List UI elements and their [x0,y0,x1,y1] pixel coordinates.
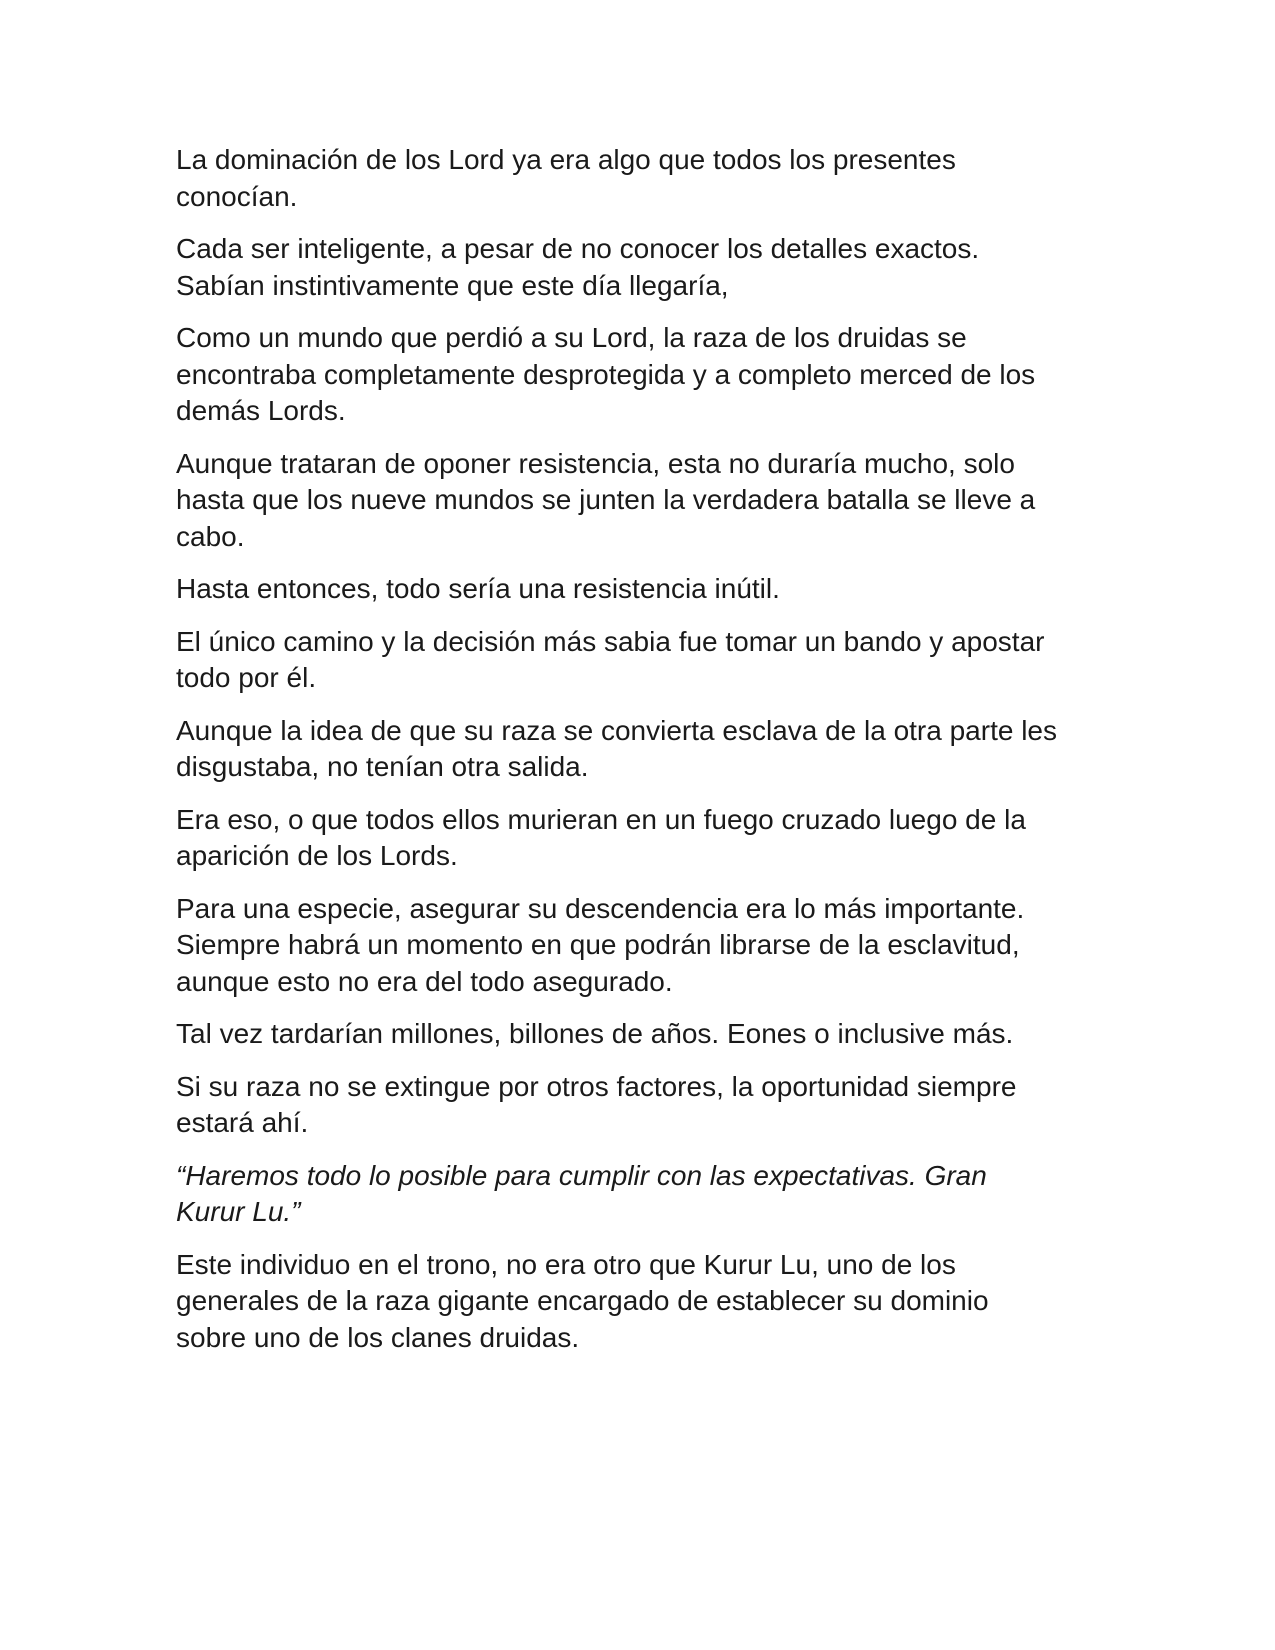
paragraph: Si su raza no se extingue por otros factores, la oportunidad siempre estará ahí. [176,1070,1017,1138]
paragraph: Cada ser inteligente, a pesar de no conocer los detalles exactos. Sabían instintivamente que este día llegaría, [176,233,980,301]
paragraph: Hasta entonces, todo sería una resistencia inútil. [176,573,780,604]
paragraph: El único camino y la decisión más sabia fue tomar un bando y apostar todo por él. [176,625,1045,693]
paragraph: Era eso, o que todos ellos murieran en un fuego cruzado luego de la aparición de los Lords. [176,803,1026,871]
paragraph: Aunque la idea de que su raza se convierta esclava de la otra parte les disgustaba, no tenían otra salida. [176,714,1058,782]
dialogue-paragraph: “Haremos todo lo posible para cumplir con las expectativas. Gran Kurur Lu.” [176,1159,987,1227]
paragraph: Este individuo en el trono, no era otro que Kurur Lu, uno de los generales de la raza gigante encargado de establecer su dominio sobre uno de los clanes druidas. [176,1248,989,1353]
paragraph: Aunque trataran de oponer resistencia, esta no duraría mucho, solo hasta que los nueve mundos se junten la verdadera batalla se lleve a cabo. [176,447,1036,552]
document-body [176,142,1106,1372]
paragraph: Tal vez tardarían millones, billones de años. Eones o inclusive más. [176,1018,1014,1049]
paragraph: La dominación de los Lord ya era algo que todos los presentes conocían. [176,144,956,212]
paragraph: Para una especie, asegurar su descendencia era lo más importante. Siempre habrá un momento en que podrán librarse de la esclavitud, aunque esto no era del todo asegurado. [176,892,1025,997]
paragraph: Como un mundo que perdió a su Lord, la raza de los druidas se encontraba completamente desprotegida y a completo merced de los demás Lords. [176,322,1036,426]
